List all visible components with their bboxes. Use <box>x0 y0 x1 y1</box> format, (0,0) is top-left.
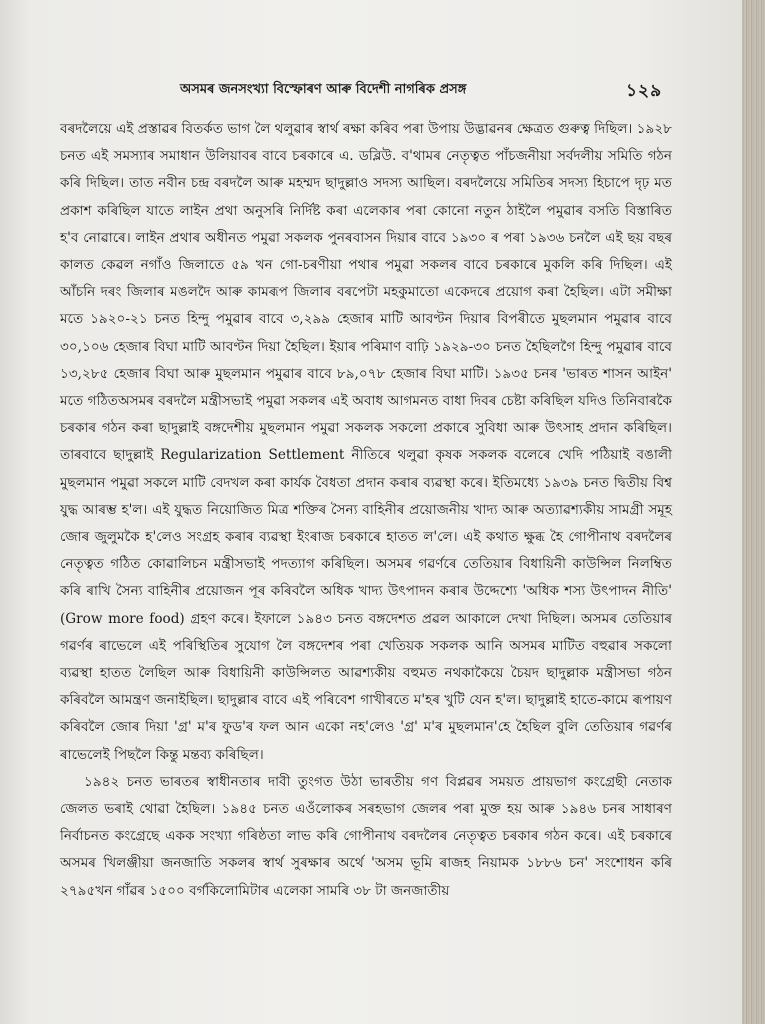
running-title: অসমৰ জনসংখ্যা বিস্ফোৰণ আৰু বিদেশী নাগৰিক প্ৰসঙ্গ <box>180 82 467 97</box>
paragraph: ১৯৪২ চনত ভাৰতৰ স্বাধীনতাৰ দাবী তুংগত উঠা ভাৰতীয় গণ বিপ্লৱৰ সময়ত প্ৰায়ভাগ কংগ্ৰেছী নেতাক জেলত ভৰাই থোৱা হৈছিল। ১৯৪৫ চনত এওঁলোকৰ সৰহভাগ জেলৰ পৰা মুক্ত হয় আৰু ১৯৪৬ চনৰ সাধাৰণ নিৰ্বাচনত কংগ্ৰেছে একক সংখ্যা গৰিষ্ঠতা লাভ কৰি গোপীনাথ বৰদলৈৰ নেতৃত্বত চৰকাৰ গঠন কৰে। এই চৰকাৰে অসমৰ খিলঞ্জীয়া জনজাতি সকলৰ স্বাৰ্থ সুৰক্ষাৰ অৰ্থে 'অসম ভূমি ৰাজহ নিয়ামক ১৮৮৬ চন' সংশোধন কৰি ২৭৯৫খন গাঁৱৰ ১৫০০ বৰ্গকিলোমিটাৰ এলেকা সামৰি ৩৮ টা জনজাতীয় <box>60 773 672 899</box>
body-text <box>60 116 672 905</box>
paragraph: বৰদলৈয়ে এই প্ৰস্তাৱৰ বিতৰ্কত ভাগ লৈ থলুৱাৰ স্বাৰ্থ ৰক্ষা কৰিব পৰা উপায় উদ্ভাৱনৰ ক্ষেত্ৰত গুৰুত্ব দিছিল। ১৯২৮ চনত এই সমস্যাৰ সমাধান উলিয়াবৰ বাবে চৰকাৰে এ. ডব্লিউ. ব'থামৰ নেতৃত্বত পাঁচজনীয়া সৰ্বদলীয় সমিতি গঠন কৰি দিছিল। তাত নবীন চন্দ্ৰ বৰদলৈ আৰু মহম্মদ ছাদুল্লাও সদস্য আছিল। বৰদলৈয়ে সমিতিৰ সদস্য হিচাপে দৃঢ় মত প্ৰকাশ কৰিছিল যাতে লাইন প্ৰথা অনুসৰি নিৰ্দিষ্ট কৰা এলেকাৰ পৰা কোনো নতুন ঠাইলৈ পমুৱাৰ বসতি বিস্তাৰিত হ'ব নোৱাৰে। লাইন প্ৰথাৰ অধীনত পমুৱা সকলক পুনৰবাসন দিয়াৰ বাবে ১৯৩০ ৰ পৰা ১৯৩৬ চনলৈ এই ছয় বছৰ কালত কেৱল নগাঁও জিলাতে ৫৯ খন গো-চৰণীয়া পথাৰ পমুৱা সকলৰ বাবে চৰকাৰে মুকলি কৰি দিছিল। এই আঁচনি দৰং জিলাৰ মঙলদৈ আৰু কামৰূপ জিলাৰ বৰপেটা মহকুমাতো একেদৰে প্ৰয়োগ কৰা হৈছিল। এটা সমীক্ষা মতে ১৯২০-২১ চনত হিন্দু পমুৱাৰ বাবে ৩,২৯৯ হেজাৰ মাটি আবণ্টন দিয়াৰ বিপৰীতে মুছলমান পমুৱাৰ বাবে ৩০,১০৬ হেজাৰ বিঘা মাটি আবণ্টন দিয়া হৈছিল। ইয়াৰ পৰিমাণ বাঢ়ি ১৯২৯-৩০ চনত হৈছিলগৈ হিন্দু পমুৱাৰ বাবে ১৩,২৮৫ হেজাৰ বিঘা আৰু মুছলমান পমুৱাৰ বাবে ৮৯,০৭৮ হেজাৰ বিঘা মাটি। ১৯৩৫ চনৰ 'ভাৰত শাসন আইন' মতে গঠিতঅসমৰ বৰদলৈ মন্ত্ৰীসভাই পমুৱা সকলৰ এই অবাধ আগমনত বাধা দিবৰ চেষ্টা কৰিছিল যদিও তিনিবাৰকৈ চৰকাৰ গঠন কৰা ছাদুল্লাই বঙ্গদেশীয় মুছলমান পমুৱা সকলক সকলো প্ৰকাৰে সুবিধা আৰু উৎসাহ প্ৰদান কৰিছিল। তাৰবাবে ছাদুল্লাই Regularization Settlement নীতিৰে থলুৱা কৃষক সকলক বলেৰে খেদি পঠিয়াই বঙালী মুছলমান পমুৱা সকলে মাটি বেদখল কৰা কাৰ্যক বৈধতা প্ৰদান কৰাৰ ব্যৱস্থা কৰে। ইতিমধ্যে ১৯৩৯ চনত দ্বিতীয় বিশ্ব যুদ্ধ আৰম্ভ হ'ল। এই যুদ্ধত নিয়োজিত মিত্ৰ শক্তিৰ সৈন্য বাহিনীৰ প্ৰয়োজনীয় খাদ্য আৰু অত্যাৱশ্যকীয় সামগ্ৰী সমূহ জোৰ জুলুমকৈ হ'লেও সংগ্ৰহ কৰাৰ ব্যৱস্থা ইংৰাজ চৰকাৰে হাতত ল'লে। এই কথাত ক্ষুব্ধ হৈ গোপীনাথ বৰদলৈৰ নেতৃত্বত গঠিত কোৱালিচন মন্ত্ৰীসভাই পদত্যাগ কৰিছিল। অসমৰ গৱৰ্ণৰে তেতিয়াৰ বিধায়িনী কাউন্সিল নিলম্বিত কৰি ৰাখি সৈন্য বাহিনীৰ প্ৰয়োজন পূৰ কৰিবলৈ অধিক খাদ্য উৎপাদন কৰাৰ উদ্দেশ্যে 'অধিক শস্য উৎপাদন নীতি' (Grow more food) গ্ৰহণ কৰে। ইফালে ১৯৪৩ চনত বঙ্গদেশত প্ৰৱল আকালে দেখা দিছিল। অসমৰ তেতিয়াৰ গৱৰ্ণৰ ৰাভেলে এই পৰিস্থিতিৰ সুযোগ লৈ বঙ্গদেশৰ পৰা খেতিয়ক সকলক আনি অসমৰ মাটিত বহুৱাৰ সকলো ব্যৱস্থা হাতত লৈছিল আৰু বিধায়িনী কাউন্সিলত আৱশ্যকীয় বহুমত নথকাকৈয়ে চৈয়দ ছাদুল্লাক মন্ত্ৰীসভা গঠন কৰিবলৈ আমন্ত্ৰণ জনাইছিল। ছাদুল্লাৰ বাবে এই পৰিবেশ গাখীৰতে ম'হৰ খুটি যেন হ'ল। ছাদুল্লাই হাতে-কামে ৰূপায়ণ কৰিবলৈ জোৰ দিয়া 'গ্ৰ' ম'ৰ ফুড'ৰ ফল আন একো নহ'লেও 'গ্ৰ' ম'ৰ মুছলমান'হে হৈছিল বুলি তেতিয়াৰ গৱৰ্ণৰ ৰাভেলেই পিছলৈ কিন্তু মন্তব্য কৰিছিল। <box>60 121 672 763</box>
page-stack-edge <box>742 0 765 1024</box>
page-number: ১২৯ <box>626 81 663 101</box>
